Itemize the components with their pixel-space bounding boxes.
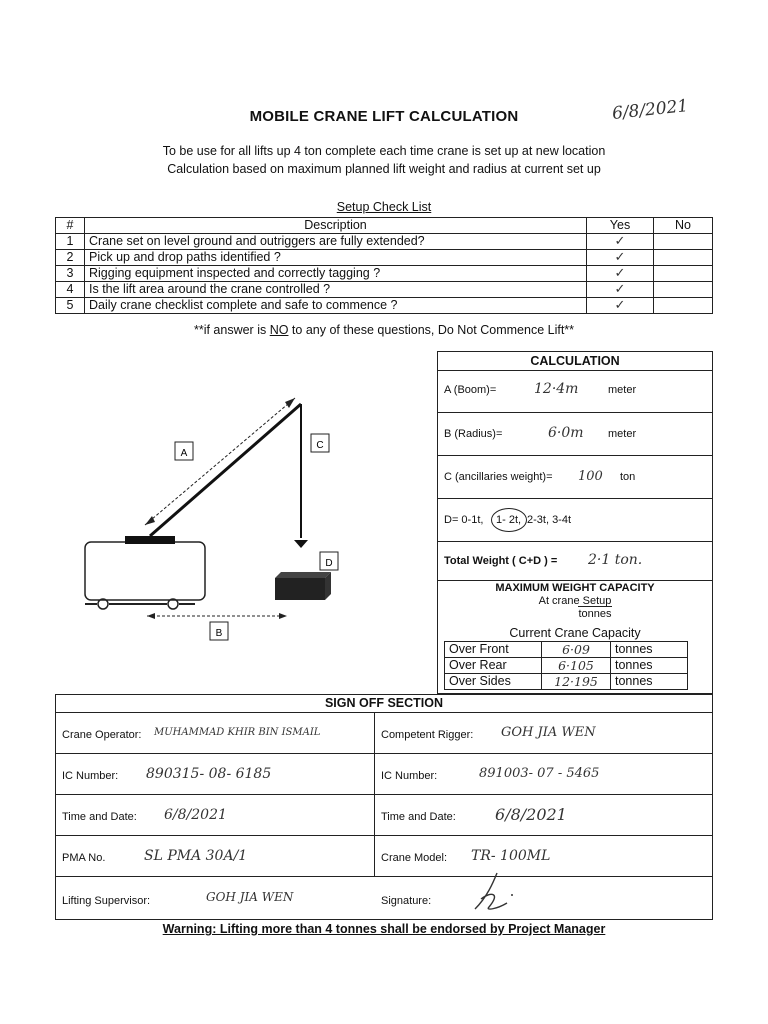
boom-label: A (Boom)= bbox=[444, 384, 497, 396]
hook-icon bbox=[294, 540, 308, 548]
row-no bbox=[654, 250, 713, 266]
model-value: TR- 100ML bbox=[471, 848, 551, 864]
calc-row-total bbox=[438, 542, 712, 581]
d-suffix: 2-3t, 3-4t bbox=[527, 514, 572, 526]
calc-row-d bbox=[438, 499, 712, 542]
row-no bbox=[654, 282, 713, 298]
time-label-left: Time and Date: bbox=[62, 811, 137, 823]
crane-turntable bbox=[125, 536, 175, 544]
crane-body bbox=[85, 542, 205, 600]
total-label: Total Weight ( C+D ) = bbox=[444, 555, 558, 567]
signature-mark bbox=[467, 869, 527, 915]
row-num: 4 bbox=[56, 282, 85, 298]
row-description: Rigging equipment inspected and correctly tagging ? bbox=[85, 266, 587, 282]
row-no bbox=[654, 266, 713, 282]
boom-unit: meter bbox=[608, 384, 637, 396]
note-suffix: to any of these questions, Do Not Commence Lift** bbox=[288, 323, 575, 337]
intro-line-1: To be use for all lifts up 4 ton complete each time crane is set up at new location bbox=[162, 144, 606, 158]
calc-row-radius bbox=[438, 413, 712, 456]
ancillaries-label: C (ancillaries weight)= bbox=[444, 471, 553, 483]
capacity-unit: tonnes bbox=[611, 658, 688, 674]
signoff-row-ic bbox=[56, 754, 712, 795]
ic-value-right: 891003- 07 - 5465 bbox=[479, 766, 600, 781]
row-num: 2 bbox=[56, 250, 85, 266]
table-row bbox=[56, 266, 713, 282]
signature-label: Signature: bbox=[381, 895, 432, 907]
crane-diagram bbox=[75, 380, 355, 650]
row-no bbox=[654, 234, 713, 250]
crane-boom bbox=[150, 404, 301, 536]
radius-label: B (Radius)= bbox=[444, 428, 503, 440]
rigger-cell bbox=[375, 713, 712, 753]
ic-label-right: IC Number: bbox=[381, 770, 438, 782]
row-description: Daily crane checklist complete and safe to commence ? bbox=[85, 298, 587, 314]
calc-row-boom bbox=[438, 370, 712, 413]
max-capacity-unit: tonnes bbox=[578, 608, 612, 620]
load-block bbox=[275, 578, 325, 600]
row-yes-tick: ✓ bbox=[587, 234, 654, 250]
capacity-label: Over Front bbox=[445, 642, 542, 658]
row-num: 1 bbox=[56, 234, 85, 250]
checklist-note bbox=[0, 323, 768, 337]
capacity-value: 12·195 bbox=[542, 674, 611, 690]
handwritten-date: 6/8/2021 bbox=[611, 96, 690, 124]
radius-value: 6·0m bbox=[548, 425, 584, 441]
signoff-section bbox=[55, 694, 713, 920]
ic-label-left: IC Number: bbox=[62, 770, 119, 782]
label-d: D bbox=[325, 558, 333, 569]
ic-right-cell bbox=[375, 754, 712, 794]
capacity-unit: tonnes bbox=[611, 674, 688, 690]
signoff-row-pma bbox=[56, 836, 712, 877]
d-prefix: D= 0-1t, bbox=[444, 514, 484, 526]
max-capacity-sub: At crane Setup bbox=[538, 595, 612, 607]
label-a: A bbox=[180, 448, 188, 459]
row-no bbox=[654, 298, 713, 314]
current-capacity-title: Current Crane Capacity bbox=[509, 626, 641, 640]
operator-value: MUHAMMAD KHIR BIN ISMAIL bbox=[154, 727, 321, 738]
signoff-row-time bbox=[56, 795, 712, 836]
operator-label: Crane Operator: bbox=[62, 729, 142, 741]
signoff-title: SIGN OFF SECTION bbox=[56, 695, 712, 713]
table-row bbox=[445, 674, 688, 690]
rigger-label: Competent Rigger: bbox=[381, 729, 474, 741]
signature-cell bbox=[375, 877, 712, 919]
time-right-cell bbox=[375, 795, 712, 835]
row-description: Crane set on level ground and outriggers are fully extended? bbox=[85, 234, 587, 250]
signoff-row-operator bbox=[56, 713, 712, 754]
supervisor-label: Lifting Supervisor: bbox=[62, 895, 151, 907]
capacity-value: 6·09 bbox=[542, 642, 611, 658]
table-row bbox=[56, 234, 713, 250]
rigger-value: GOH JIA WEN bbox=[501, 725, 596, 740]
total-value: 2·1 ton. bbox=[588, 552, 643, 568]
row-num: 3 bbox=[56, 266, 85, 282]
col-header-no: No bbox=[654, 218, 713, 234]
table-row bbox=[445, 642, 688, 658]
table-row bbox=[56, 298, 713, 314]
capacity-label: Over Sides bbox=[445, 674, 542, 690]
model-cell bbox=[375, 836, 712, 876]
label-b: B bbox=[215, 628, 223, 639]
pma-label: PMA No. bbox=[62, 852, 106, 864]
pma-cell bbox=[56, 836, 375, 876]
intro-line-2: Calculation based on maximum planned lift weight and radius at current set up bbox=[167, 162, 601, 176]
time-label-right: Time and Date: bbox=[381, 811, 456, 823]
pma-value: SL PMA 30A/1 bbox=[144, 848, 248, 864]
calculation-title: CALCULATION bbox=[438, 352, 712, 371]
ancillaries-value: 100 bbox=[578, 469, 603, 484]
boom-value: 12·4m bbox=[534, 381, 579, 397]
supervisor-cell bbox=[56, 877, 374, 919]
label-c: C bbox=[316, 440, 324, 451]
calculation-panel bbox=[437, 351, 713, 694]
row-num: 5 bbox=[56, 298, 85, 314]
table-row bbox=[445, 658, 688, 674]
checklist-header-row bbox=[56, 218, 713, 234]
row-yes-tick: ✓ bbox=[587, 298, 654, 314]
table-row bbox=[56, 250, 713, 266]
max-capacity-block bbox=[438, 582, 712, 621]
col-header-num: # bbox=[56, 218, 85, 234]
ancillaries-unit: ton bbox=[620, 471, 636, 483]
capacity-label: Over Rear bbox=[445, 658, 542, 674]
page-title: MOBILE CRANE LIFT CALCULATION bbox=[249, 108, 519, 125]
supervisor-value: GOH JIA WEN bbox=[206, 890, 294, 904]
capacity-unit: tonnes bbox=[611, 642, 688, 658]
row-description: Pick up and drop paths identified ? bbox=[85, 250, 587, 266]
col-header-yes: Yes bbox=[587, 218, 654, 234]
setup-checklist-table bbox=[55, 217, 713, 314]
time-left-cell bbox=[56, 795, 375, 835]
radius-unit: meter bbox=[608, 428, 637, 440]
checklist-title: Setup Check List bbox=[336, 200, 432, 214]
note-prefix: **if answer is bbox=[193, 323, 270, 337]
ic-value-left: 890315- 08- 6185 bbox=[146, 766, 272, 782]
time-value-right: 6/8/2021 bbox=[495, 805, 567, 824]
operator-cell bbox=[56, 713, 375, 753]
d-selected: 1- 2t, bbox=[496, 514, 522, 526]
boom-dimension-line bbox=[145, 398, 295, 525]
row-yes-tick: ✓ bbox=[587, 282, 654, 298]
signoff-row-supervisor bbox=[56, 877, 712, 919]
capacity-table bbox=[444, 641, 688, 690]
row-yes-tick: ✓ bbox=[587, 250, 654, 266]
footer-warning: Warning: Lifting more than 4 tonnes shall be endorsed by Project Manager bbox=[162, 922, 606, 936]
max-capacity-title: MAXIMUM WEIGHT CAPACITY bbox=[495, 582, 655, 594]
note-no: NO bbox=[269, 323, 289, 337]
capacity-value: 6·105 bbox=[542, 658, 611, 674]
calc-row-ancillaries bbox=[438, 456, 712, 499]
row-description: Is the lift area around the crane controlled ? bbox=[85, 282, 587, 298]
d-selected-circle bbox=[491, 508, 527, 532]
col-header-description: Description bbox=[85, 218, 587, 234]
table-row bbox=[56, 282, 713, 298]
time-value-left: 6/8/2021 bbox=[164, 807, 227, 823]
row-yes-tick: ✓ bbox=[587, 266, 654, 282]
model-label: Crane Model: bbox=[381, 852, 448, 864]
ic-left-cell bbox=[56, 754, 375, 794]
